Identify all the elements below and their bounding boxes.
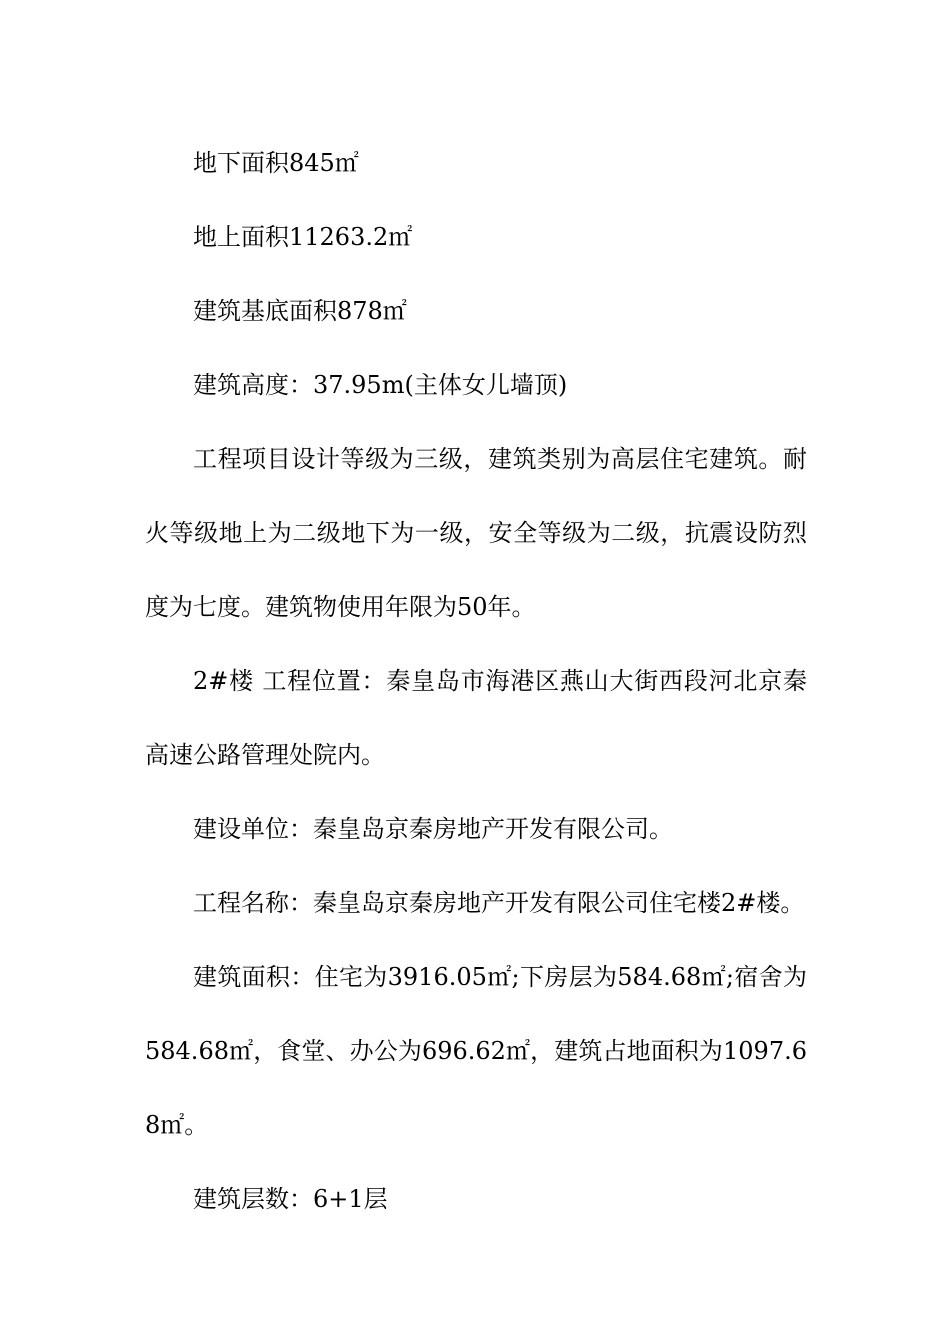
paragraph-project-name: 工程名称：秦皇岛京秦房地产开发有限公司住宅楼2#楼。	[193, 889, 805, 917]
paragraph-base-area: 建筑基底面积878㎡	[193, 297, 407, 325]
paragraph-underground-area: 地下面积845㎡	[193, 149, 359, 177]
paragraph-aboveground-area: 地上面积11263.2㎡	[193, 223, 413, 251]
paragraph-building-area: 建筑面积：住宅为3916.05㎡;下房层为584.68㎡;宿舍为584.68㎡，食堂、办公为696.62㎡，建筑占地面积为1097.68㎡。	[145, 963, 807, 1139]
paragraph-building-height: 建筑高度：37.95m(主体女儿墙顶)	[193, 371, 568, 399]
paragraph-construction-unit: 建设单位：秦皇岛京秦房地产开发有限公司。	[193, 815, 673, 843]
paragraph-building2-location: 2#楼 工程位置：秦皇岛市海港区燕山大街西段河北京秦高速公路管理处院内。	[145, 667, 807, 769]
document-body	[145, 126, 807, 1236]
paragraph-design-grade: 工程项目设计等级为三级，建筑类别为高层住宅建筑。耐火等级地上为二级地下为一级，安全等级为二级，抗震设防烈度为七度。建筑物使用年限为50年。	[145, 445, 807, 621]
paragraph-floor-count: 建筑层数：6+1层	[193, 1185, 388, 1213]
